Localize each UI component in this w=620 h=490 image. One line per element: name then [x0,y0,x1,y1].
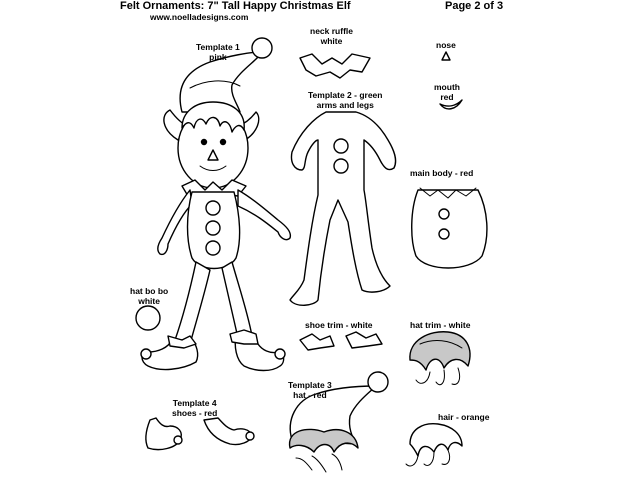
label-template-3: Template 3 hat - red [288,380,332,400]
hat-trim-piece [410,332,470,370]
label-template-4: Template 4 shoes - red [172,398,218,418]
main-body-piece [412,188,487,268]
label-hat-bobo: hat bo bo white [130,286,169,306]
hair-piece [410,424,462,456]
shoe-trim-piece-2 [346,332,382,348]
neck-ruffle-piece [300,54,370,78]
page-title: Felt Ornaments: 7" Tall Happy Christmas Elf [120,0,351,12]
website-url: www.noelladesigns.com [150,12,249,22]
shoe-trim-piece-1 [300,334,334,350]
label-template-1: Template 1 pink [196,42,240,62]
nose-piece [442,52,450,60]
shoe-piece-left [146,418,181,450]
label-mouth: mouth red [434,82,460,102]
label-hat-trim: hat trim - white [410,320,471,330]
elf-figure [141,38,290,371]
arms-legs-piece [290,112,396,305]
label-main-body: main body - red [410,168,474,178]
hat-bobo-piece [136,306,160,330]
label-template-2: Template 2 - green arms and legs [308,90,383,110]
label-shoe-trim: shoe trim - white [305,320,373,330]
label-neck-ruffle: neck ruffle white [310,26,353,46]
label-nose: nose [436,40,456,50]
label-hair: hair - orange [438,412,490,422]
shoe-piece-right [204,418,252,445]
page-number: Page 2 of 3 [445,0,504,12]
